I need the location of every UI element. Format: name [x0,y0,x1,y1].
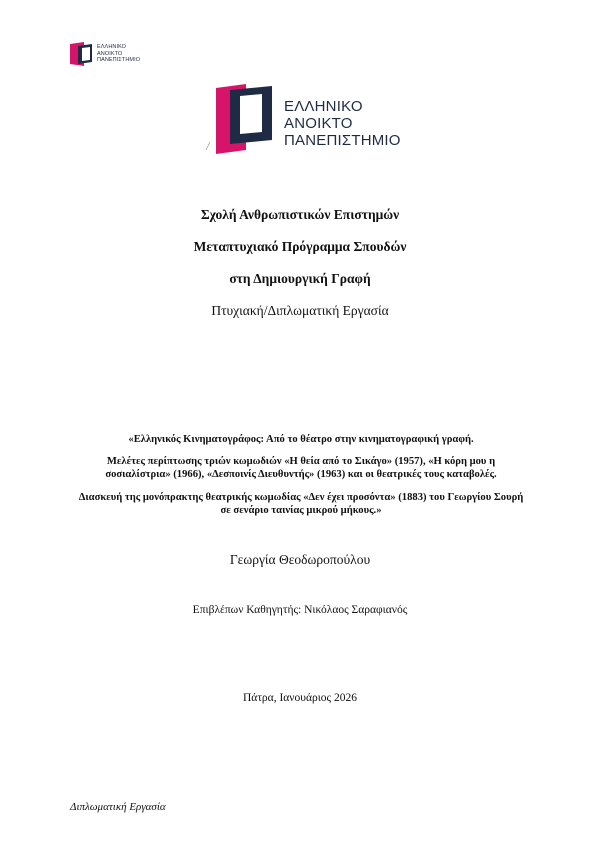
program-name: Μεταπτυχιακό Πρόγραμμα Σπουδών [193,239,407,254]
thesis-title-line-1: «Ελληνικός Κινηματογράφος: Από το θέατρο στην κινηματογραφική γραφή. [128,434,474,445]
university-name: ΕΛΛΗΝΙΚΟ ΑΝΟΙΚΤΟ ΠΑΝΕΠΙΣΤΗΜΙΟ [284,98,401,149]
thesis-subtitle-case-studies: Μελέτες περίπτωσης τριών κωμωδιών «Η θεία από το Σικάγο» (1957), «Η κόρη μου η σοσιαλίστρια» (1966), «Δεσποινίς Διευθυντής» (1963) και οι θεατρικές τους καταβολές. [105,456,497,480]
author-name: Γεωργία Θεοδωροπούλου [229,552,371,567]
university-name-small: ΕΛΛΗΝΙΚΟ ΑΝΟΙΚΤΟ ΠΑΝΕΠΙΣΤΗΜΙΟ [97,44,141,63]
program-field: στη Δημιουργική Γραφή [229,271,371,286]
place-date: Πάτρα, Ιανουάριος 2026 [242,692,357,704]
page-footer: Διπλωματική Εργασία [70,801,166,813]
thesis-subtitle-adaptation: Διασκευή της μονόπρακτης θεατρικής κωμωδίας «Δεν έχει προσόντα» (1883) του Γεωργίου Σουρή σε σενάριο ταινίας μικρού μήκους.» [78,492,524,516]
school-name: Σχολή Ανθρωπιστικών Επιστημών [200,207,400,222]
thesis-type: Πτυχιακή/Διπλωματική Εργασία [211,303,389,318]
university-logo [204,84,274,156]
supervisor: Επιβλέπων Καθηγητής: Νικόλαος Σαραφιανός [192,604,408,616]
